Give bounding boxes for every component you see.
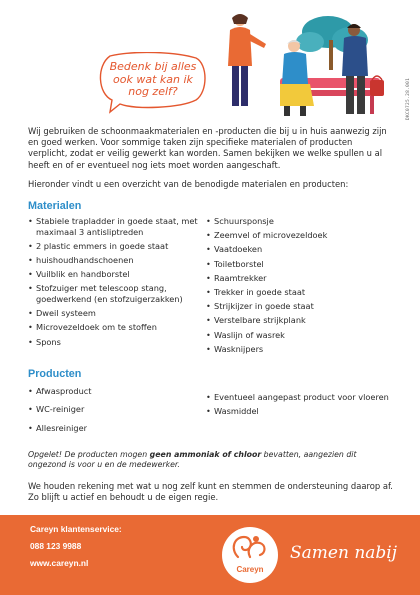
footer-phone[interactable]: 088 123 9988 <box>30 541 82 551</box>
speech-bubble-text: Bedenk bij alles ook wat kan ik nog zelf? <box>109 60 197 98</box>
list-item: • Waslijn of wasrek <box>206 330 391 341</box>
careyn-logo-mark <box>222 527 278 567</box>
materials-lists <box>28 216 393 358</box>
list-item: • Zeemvel of microvezeldoek <box>206 230 391 241</box>
products-list-right <box>206 384 391 442</box>
materials-list-left <box>28 216 206 358</box>
list-item: • Toiletborstel <box>206 259 391 270</box>
warning-text-bold: geen ammoniak of chloor <box>149 449 262 459</box>
intro-paragraph: Wij gebruiken de schoonmaakmaterialen en -producten die bij u in huis aanwezig zijn en goed werken. Voor sommige taken zijn specifieke materialen of producten verplicht, zodat er veilig gewerkt kan worden. Samen bekijken we welke spullen u al heeft en of er eventueel nog iets moet worden aangeschaft. <box>28 126 387 170</box>
list-item: • Microvezeldoek om te stoffen <box>28 322 206 333</box>
list-item: • Schuursponsje <box>206 216 391 227</box>
list-item: • Verstelbare strijkplank <box>206 315 391 326</box>
overview-paragraph: Hieronder vindt u een overzicht van de benodigde materialen en producten: <box>28 178 349 189</box>
list-item: • Stabiele trapladder in goede staat, met maximaal 3 antisliptreden <box>28 216 206 237</box>
list-item: • Dweil systeem <box>28 308 206 319</box>
products-list-left <box>28 384 206 442</box>
list-item: • Wasmiddel <box>206 406 391 417</box>
materials-heading: Materialen <box>28 200 82 213</box>
products-heading: Producten <box>28 367 82 380</box>
list-item: • WC-reiniger <box>28 404 206 415</box>
list-item: • Raamtrekker <box>206 273 391 284</box>
main-content <box>28 126 393 503</box>
list-item: • Trekker in goede staat <box>206 287 391 298</box>
careyn-logo <box>222 527 278 583</box>
careyn-logo-wordmark: Careyn <box>236 565 264 574</box>
list-item: • huishoudhandschoenen <box>28 255 206 266</box>
list-item: • 2 plastic emmers in goede staat <box>28 241 206 252</box>
list-item: • Vaatdoeken <box>206 244 391 255</box>
warning-text-start: Opgelet! De producten mogen <box>28 449 150 459</box>
document-code: DKC0725.28.001 <box>406 77 411 120</box>
footer <box>0 515 420 595</box>
closing-paragraph: We houden rekening met wat u nog zelf kunt en stemmen de ondersteuning daarop af. Zo blijft u actief en behoudt u de eigen regie. <box>28 480 393 503</box>
list-item: • Eventueel aangepast product voor vloeren <box>206 392 391 403</box>
list-item: • Spons <box>28 337 206 348</box>
list-item: • Wasknijpers <box>206 344 391 355</box>
list-item: • Stofzuiger met telescoop stang, goedwerkend (en stofzuigerzakken) <box>28 283 206 304</box>
footer-title: Careyn klantenservice: <box>30 524 122 534</box>
list-item: • Strijkijzer in goede staat <box>206 301 391 312</box>
warning-text-end: bevatten, aangezien dit ongezond is voor u en de medewerker. <box>28 449 357 470</box>
footer-website-link[interactable]: www.careyn.nl <box>30 558 89 568</box>
speech-bubble <box>96 52 208 110</box>
warning-note <box>28 450 393 471</box>
illustration-people-on-bench <box>210 10 410 120</box>
materials-list-right <box>206 216 391 358</box>
footer-slogan: Samen nabij <box>290 543 397 563</box>
list-item: • Vuilblik en handborstel <box>28 269 206 280</box>
list-item: • Allesreiniger <box>28 423 206 434</box>
list-item: • Afwasproduct <box>28 386 206 397</box>
products-lists <box>28 384 393 442</box>
